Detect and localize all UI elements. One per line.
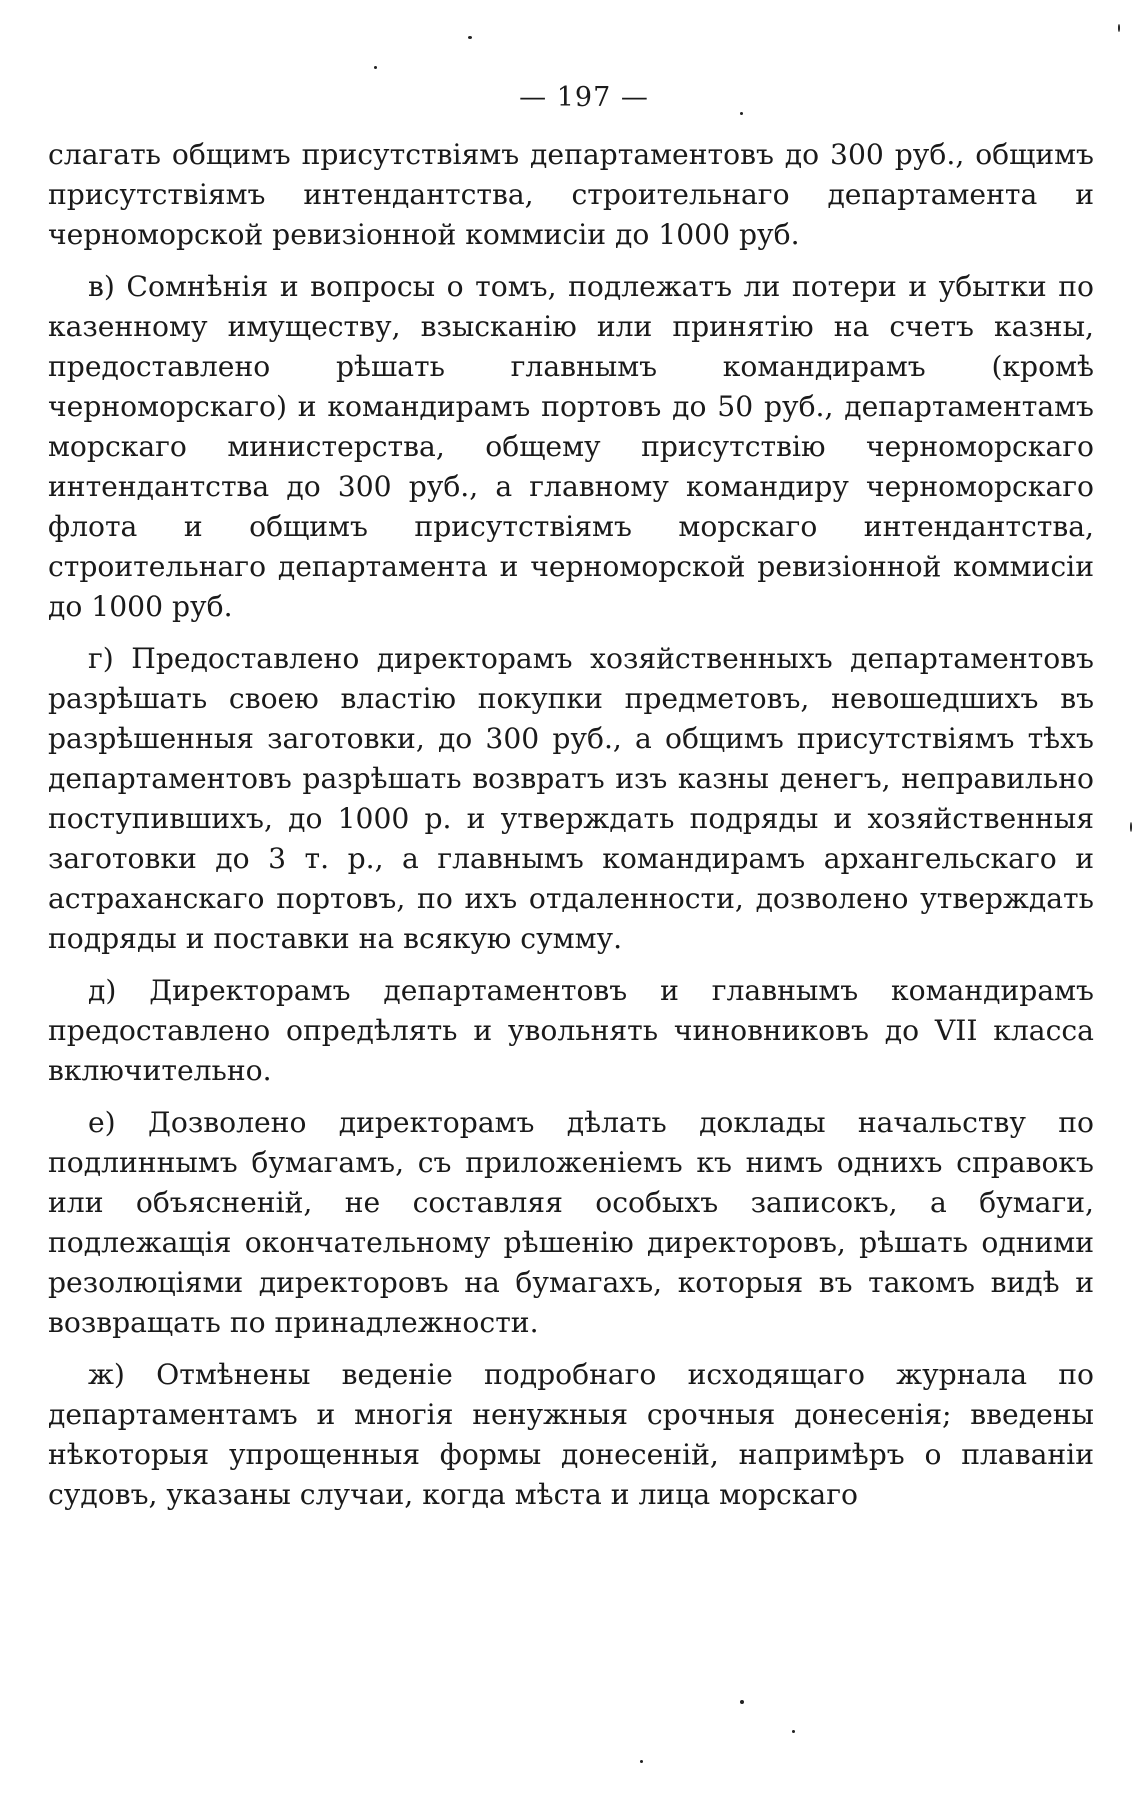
page-number: — 197 — (519, 82, 649, 113)
print-speck (640, 1760, 643, 1763)
document-page (48, 60, 1094, 1527)
print-speck (792, 1730, 795, 1733)
print-speck (468, 36, 472, 39)
print-speck (740, 1700, 744, 1704)
print-speck (1118, 24, 1120, 32)
paragraph-v: в) Сомнѣнія и вопросы о томъ, подлежатъ ли потери и убытки по казенному имуществу, взысканію или принятію на счетъ казны, предоставлено рѣшать главнымъ командирамъ (кромѣ черноморскаго) и командирамъ портовъ до 50 руб., департаментамъ морскаго министерства, общему присутствію черноморскаго интендантства до 300 руб., а главному командиру черноморскаго флота и общимъ присутствіямъ морскаго интендантства, строительнаго департамента и черноморской ревизіонной коммисіи до 1000 руб. (48, 270, 1094, 623)
paragraph-zh: ж) Отмѣнены веденіе подробнаго исходящаго журнала по департаментамъ и многія ненужныя срочныя донесенія; введены нѣкоторыя упрощенныя формы донесеній, напримѣръ о плаваніи судовъ, указаны случаи, когда мѣста и лица морскаго (48, 1358, 1094, 1511)
paragraph-continuation: слагать общимъ присутствіямъ департаментовъ до 300 руб., общимъ присутствіямъ интендантства, строительнаго департамента и черноморской ревизіонной коммисіи до 1000 руб. (48, 138, 1094, 251)
paragraph-d: д) Директорамъ департаментовъ и главнымъ командирамъ предоставлено опредѣлять и увольнять чиновниковъ до VII класса включительно. (48, 974, 1094, 1087)
print-speck (1130, 822, 1132, 832)
paragraph-e: е) Дозволено директорамъ дѣлать доклады начальству по подлиннымъ бумагамъ, съ приложеніемъ къ нимъ однихъ справокъ или объясненій, не составляя особыхъ записокъ, а бумаги, подлежащія окончательному рѣшенію директоровъ, рѣшать одними резолюціями директоровъ на бумагахъ, которыя въ такомъ видѣ и возвращать по принадлежности. (48, 1106, 1094, 1339)
paragraph-g: г) Предоставлено директорамъ хозяйственныхъ департаментовъ разрѣшать своею властію покупки предметовъ, невошедшихъ въ разрѣшенныя заготовки, до 300 руб., а общимъ присутствіямъ тѣхъ департаментовъ разрѣшать возвратъ изъ казны денегъ, неправильно поступившихъ, до 1000 р. и утверждать подряды и хозяйственныя заготовки до 3 т. р., а главнымъ командирамъ архангельскаго и астраханскаго портовъ, по ихъ отдаленности, дозволено утверждать подряды и поставки на всякую сумму. (48, 642, 1094, 955)
